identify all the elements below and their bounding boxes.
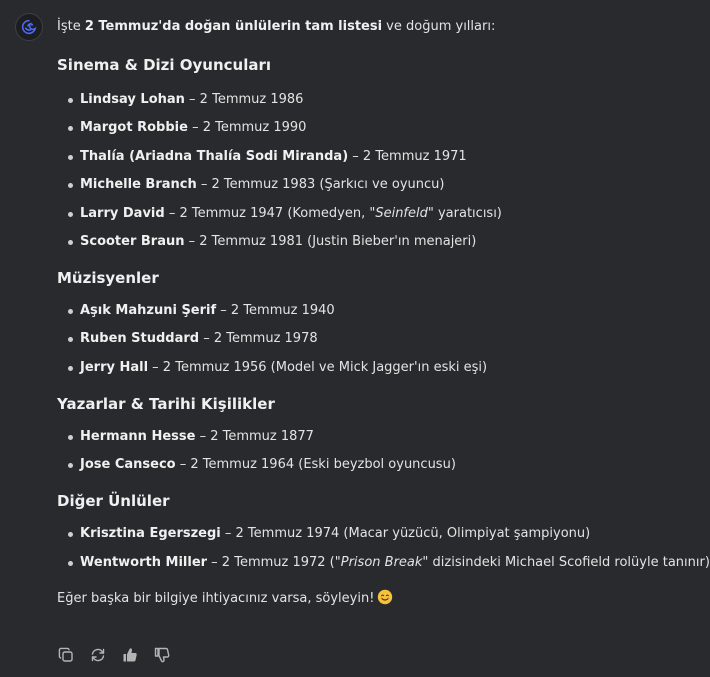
message-actions	[57, 646, 171, 664]
list-item	[57, 302, 668, 320]
birth-info: – 2 Temmuz 1972 ("	[207, 554, 341, 570]
assistant-message	[57, 17, 710, 611]
regenerate-icon	[90, 647, 106, 663]
birth-info: – 2 Temmuz 1956 (Model ve Mick Jagger'ın eski eşi)	[148, 359, 488, 375]
celebrity-name: Lindsay Lohan	[80, 92, 185, 107]
section-title: Sinema & Dizi Oyuncuları	[57, 56, 272, 74]
birth-info-tail: " yaratıcısı)	[427, 205, 502, 221]
birth-info: – 2 Temmuz 1983 (Şarkıcı ve oyuncu)	[196, 177, 445, 193]
birth-info: – 2 Temmuz 1978	[199, 331, 318, 347]
celebrity-name: Margot Robbie	[80, 120, 188, 136]
thumbs-up-icon	[122, 647, 138, 663]
birth-info: – 2 Temmuz 1964 (Eski beyzbol oyuncusu)	[175, 457, 456, 473]
assistant-avatar	[15, 13, 43, 41]
regenerate-button[interactable]	[89, 646, 107, 664]
copy-icon	[58, 647, 74, 663]
section-list	[57, 54, 710, 572]
italic-title: Prison Break	[340, 554, 423, 570]
intro-bold: 2 Temmuz'da doğan ünlülerin tam listesi	[84, 19, 383, 34]
birth-info: – 2 Temmuz 1974 (Macar yüzücü, Olimpiyat şampiyonu)	[220, 526, 591, 542]
list-item	[57, 119, 668, 137]
intro-text: İşte 2 Temmuz'da doğan ünlülerin tam listesi ve doğum yılları:	[57, 19, 496, 34]
birth-info: – 2 Temmuz 1877	[195, 428, 314, 444]
birth-info: – 2 Temmuz 1940	[216, 302, 335, 318]
like-button[interactable]	[121, 646, 139, 664]
celebrity-list	[57, 91, 668, 251]
celebrity-list	[57, 525, 710, 571]
list-item	[57, 359, 668, 377]
celebrity-name: Thalía (Ariadna Thalía Sodi Miranda)	[80, 148, 349, 164]
celebrity-name: Michelle Branch	[80, 177, 197, 193]
section-title: Diğer Ünlüler	[57, 492, 170, 511]
birth-info: – 2 Temmuz 1981 (Justin Bieber'ın menajeri)	[184, 233, 477, 249]
celebrity-name: Jose Canseco	[80, 457, 176, 473]
celebrity-name: Ruben Studdard	[80, 331, 200, 347]
section-title: Müzisyenler	[57, 268, 159, 287]
list-item	[57, 428, 668, 446]
dislike-button[interactable]	[153, 646, 171, 664]
birth-info: – 2 Temmuz 1947 (Komedyen, "	[164, 205, 376, 221]
celebrity-name: Hermann Hesse	[80, 428, 196, 444]
smiling-face-icon	[377, 589, 393, 611]
celebrity-name: Aşık Mahzuni Şerif	[80, 302, 217, 318]
outro-text: Eğer başka bir bilgiye ihtiyacınız varsa, söyleyin!	[57, 589, 668, 611]
assistant-logo-icon	[20, 18, 38, 36]
birth-info: – 2 Temmuz 1971	[348, 148, 467, 164]
section	[57, 490, 710, 571]
celebrity-name: Scooter Braun	[80, 233, 185, 249]
section	[57, 267, 668, 377]
list-item	[57, 148, 668, 166]
celebrity-list	[57, 428, 668, 474]
celebrity-list	[57, 302, 668, 377]
thumbs-down-icon	[154, 647, 170, 663]
celebrity-name: Jerry Hall	[80, 359, 149, 375]
list-item	[57, 233, 668, 251]
celebrity-name: Krisztina Egerszegi	[80, 526, 221, 542]
section	[57, 54, 668, 251]
list-item	[57, 330, 668, 348]
italic-title: Seinfeld	[375, 205, 428, 221]
copy-button[interactable]	[57, 646, 75, 664]
section	[57, 393, 668, 474]
birth-info-tail: " dizisindeki Michael Scofield rolüyle tanınır)	[422, 554, 710, 570]
birth-info: – 2 Temmuz 1990	[187, 120, 307, 136]
list-item	[57, 456, 668, 474]
list-item	[57, 554, 710, 572]
birth-info: – 2 Temmuz 1986	[184, 92, 304, 107]
list-item	[57, 176, 668, 194]
celebrity-name: Wentworth Miller	[80, 554, 208, 570]
list-item	[57, 91, 668, 109]
list-item	[57, 525, 668, 543]
list-item	[57, 205, 668, 223]
section-title: Yazarlar & Tarihi Kişilikler	[57, 394, 275, 413]
celebrity-name: Larry David	[80, 205, 165, 221]
